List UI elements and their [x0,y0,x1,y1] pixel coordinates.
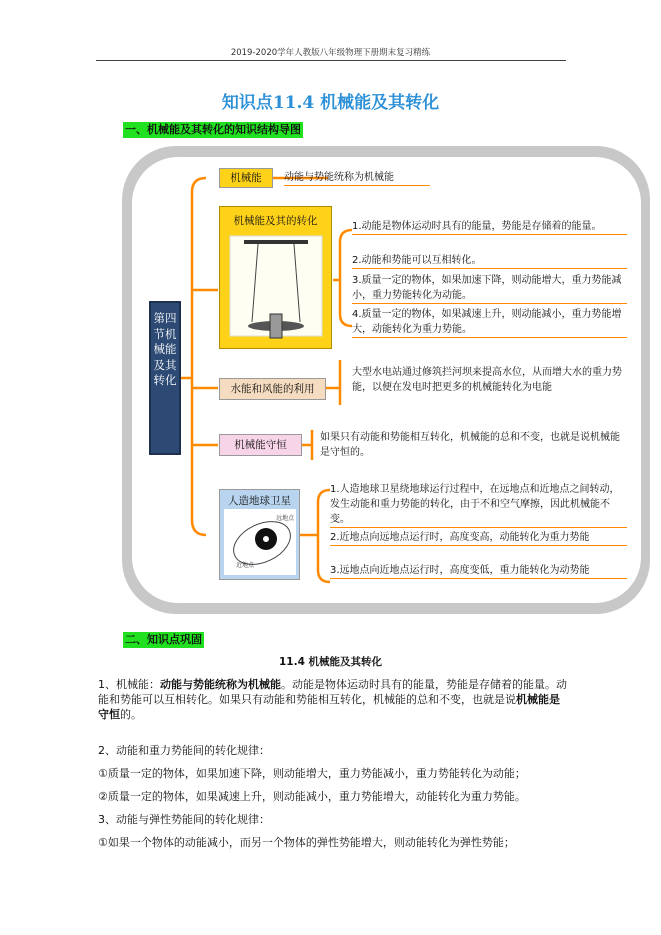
node-mechanical-energy-text: 动能与势能统称为机械能 [284,170,430,186]
node-water-wind-text: 大型水电站通过修筑拦河坝来提高水位，从而增大水的重力势能，以便在发电时把更多的机械能转化为电能 [352,367,622,393]
paragraph-2: 2、动能和重力势能间的转化规律： [98,744,270,757]
paragraph-5: 3、动能与弹性势能间的转化规律： [98,813,270,826]
transform-item-2: 2.动能和势能可以互相转化。 [352,253,627,269]
p1-prefix: 1、机械能： [98,678,160,691]
p1-bold: 动能与势能统称为机械能 [160,678,281,691]
node-transform-label: 机械能及其的转化 [233,215,318,227]
p1-end: 的。 [120,708,142,721]
satellite-item-1: 1.人造地球卫星绕地球运行过程中，在远地点和近地点之间转动，发生动能和重力势能的转化，由于不和空气摩擦，因此机械能不变。 [330,482,627,528]
page-header: 2019-2020学年人教版八年级物理下册期末复习精练 [230,48,431,58]
node-satellite [219,489,300,580]
p1-body: 。动能是物体运动时具有的能量，势能是存储着的能量。动能和势能可以互相转化。如果只有动能和势能相互转化，机械能的总和不变，也就是说 [98,678,567,706]
transform-item-4: 4.质量一定的物体，如果减速上升，则动能减小，重力势能增大，动能转化为重力势能。 [352,307,627,338]
node-transform [219,206,332,349]
paragraph-4: ②质量一定的物体，如果减速上升，则动能减小，重力势能增大，动能转化为重力势能。 [98,790,526,803]
transform-item-3: 3.质量一定的物体，如果加速下降，则动能增大，重力势能减小，重力势能转化为动能。 [352,273,627,304]
diagram-label-far: 远地点 [275,515,294,522]
paragraph-3: ①质量一定的物体，如果加速下降，则动能增大，重力势能减小，重力势能转化为动能； [98,767,526,780]
paragraph-1 [98,677,568,722]
page-title: 知识点11.4 机械能及其转化 [221,93,440,113]
section-heading-2: 二、知识点巩固 [125,633,202,646]
node-water-wind: 水能和风能的利用 [219,378,326,400]
satellite-item-3: 3.远地点向近地点运行时，高度变低，重力能转化为动势能 [330,563,627,579]
transform-item-1: 1.动能是物体运动时具有的能量，势能是存储着的能量。 [352,219,627,235]
section-heading-1: 一、机械能及其转化的知识结构导图 [125,123,301,136]
diagram-label-near: 近地点 [235,562,254,569]
node-conservation-text: 如果只有动能和势能相互转化，机械能的总和不变，也就是说机械能是守恒的。 [320,432,620,458]
satellite-orbit-illustration [224,509,296,575]
p1-bold-2: 机械能是守恒 [98,693,560,721]
paragraph-6: ①如果一个物体的动能减小，而另一个物体的弹性势能增大，则动能转化为弹性势能； [98,836,515,849]
node-satellite-label: 人造地球卫星 [228,495,291,507]
node-conservation: 机械能守恒 [219,434,302,456]
body-heading: 11.4 机械能及其转化 [278,656,383,668]
satellite-item-2: 2.近地点向远地点运行时，高度变高，动能转化为重力势能 [330,530,627,546]
mindmap-root: 第四节机械能及其转化 [149,301,181,455]
pendulum-illustration [226,232,326,342]
node-mechanical-energy: 机械能 [219,168,273,188]
